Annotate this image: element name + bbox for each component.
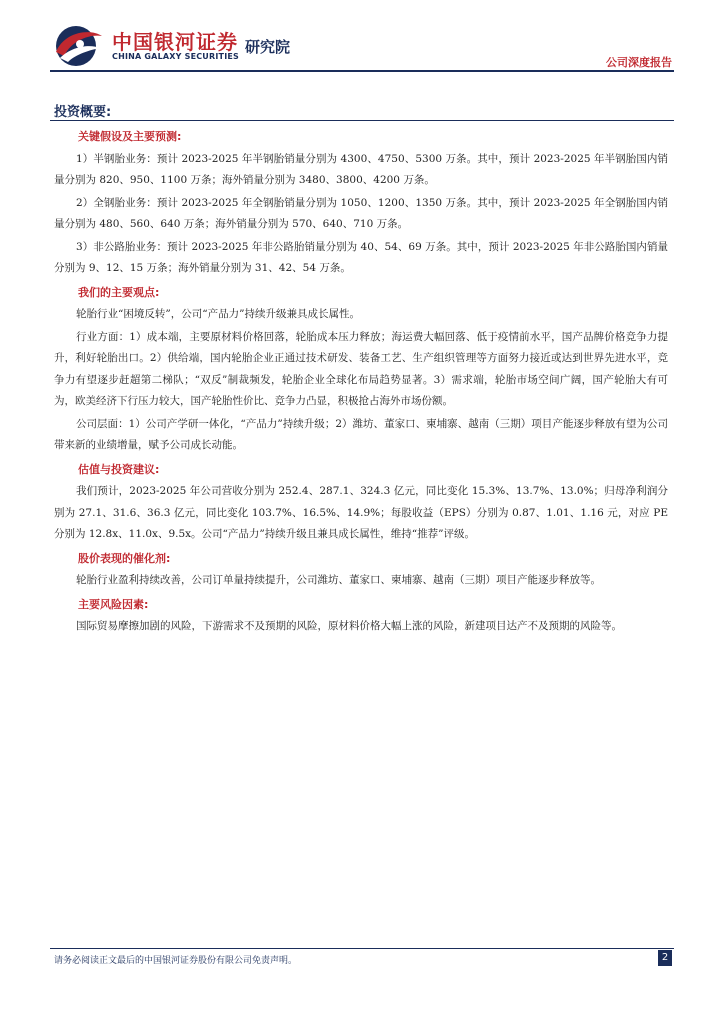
paragraph: 1）半钢胎业务：预计 2023-2025 年半钢胎销量分别为 4300、4750、5300 万条。其中，预计 2023-2025 年半钢胎国内销量分别为 820、950、1100 万条；海外销量分别为 3480、3800、4200 万条。 [54, 152, 668, 186]
section-title: 投资概要: [54, 105, 112, 120]
paragraph: 轮胎行业盈利持续改善，公司订单量持续提升，公司潍坊、董家口、柬埔寨、越南（三期）项目产能逐步释放等。 [76, 574, 601, 586]
brand-name-en: CHINA GALAXY SECURITIES [112, 52, 239, 61]
footer-divider [50, 948, 674, 949]
section-divider [50, 120, 674, 121]
paragraph: 3）非公路胎业务：预计 2023-2025 年非公路胎销量分别为 40、54、69 万条。其中，预计 2023-2025 年非公路胎国内销量分别为 9、12、15 万条；海外销量分别为 31、42、54 万条。 [54, 240, 668, 274]
paragraph: 轮胎行业“困境反转”，公司“产品力”持续升级兼具成长属性。 [76, 308, 360, 320]
page-header [0, 0, 724, 76]
footer-disclaimer: 请务必阅读正文最后的中国银河证券股份有限公司免责声明。 [54, 956, 298, 966]
subheading: 关键假设及主要预测: [78, 130, 182, 143]
subheading: 主要风险因素: [78, 597, 149, 611]
brand-name-cn: 中国银河证券 [112, 30, 238, 54]
paragraph: 我们预计，2023-2025 年公司营收分别为 252.4、287.1、324.3 亿元，同比变化 15.3%、13.7%、13.0%；归母净利润分别为 27.1、31.6、36.3 亿元，同比变化 103.7%、16.5%、14.9%；每股收益（EPS）分别为 0.87、1.01、1.16 元，对应 PE 分别为 12.8x、11.0x、9.5x。公司“产品力”持续升级且兼具成长属性，维持“推荐”评级。 [54, 485, 668, 540]
subheading: 股价表现的催化剂: [78, 551, 171, 565]
paragraph: 公司层面：1）公司产学研一体化，“产品力”持续升级；2）潍坊、董家口、柬埔寨、越南（三期）项目产能逐步释放有望为公司带来新的业绩增量，赋予公司成长动能。 [54, 417, 668, 451]
subheading: 我们的主要观点: [78, 285, 160, 299]
paragraph: 行业方面：1）成本端，主要原材料价格回落，轮胎成本压力释放；海运费大幅回落、低于疫情前水平，国产品牌价格竞争力提升，利好轮胎出口。2）供给端，国内轮胎企业正通过技术研发、装备工艺、生产组织管理等方面努力接近或达到世界先进水平，竞争力有望逐步赶超第二梯队；“双反”制裁频发，轮胎企业全球化布局趋势显著。3）需求端，轮胎市场空间广阔，国产轮胎大有可为，欧美经济下行压力较大，国产轮胎性价比、竞争力凸显，积极抢占海外市场份额。 [54, 330, 668, 407]
galaxy-logo-icon [50, 22, 106, 70]
institute-label: 研究院 [245, 38, 291, 56]
page-number: 2 [658, 950, 672, 966]
report-type-label: 公司深度报告 [606, 56, 672, 69]
header-divider [50, 70, 674, 72]
paragraph: 2）全钢胎业务：预计 2023-2025 年全钢胎销量分别为 1050、1200、1350 万条。其中，预计 2023-2025 年全钢胎国内销量分别为 480、560、640 万条；海外销量分别为 570、640、710 万条。 [54, 196, 668, 230]
paragraph: 国际贸易摩擦加剧的风险，下游需求不及预期的风险，原材料价格大幅上涨的风险，新建项目达产不及预期的风险等。 [76, 620, 622, 632]
subheading: 估值与投资建议: [78, 462, 160, 476]
report-body [54, 124, 668, 639]
